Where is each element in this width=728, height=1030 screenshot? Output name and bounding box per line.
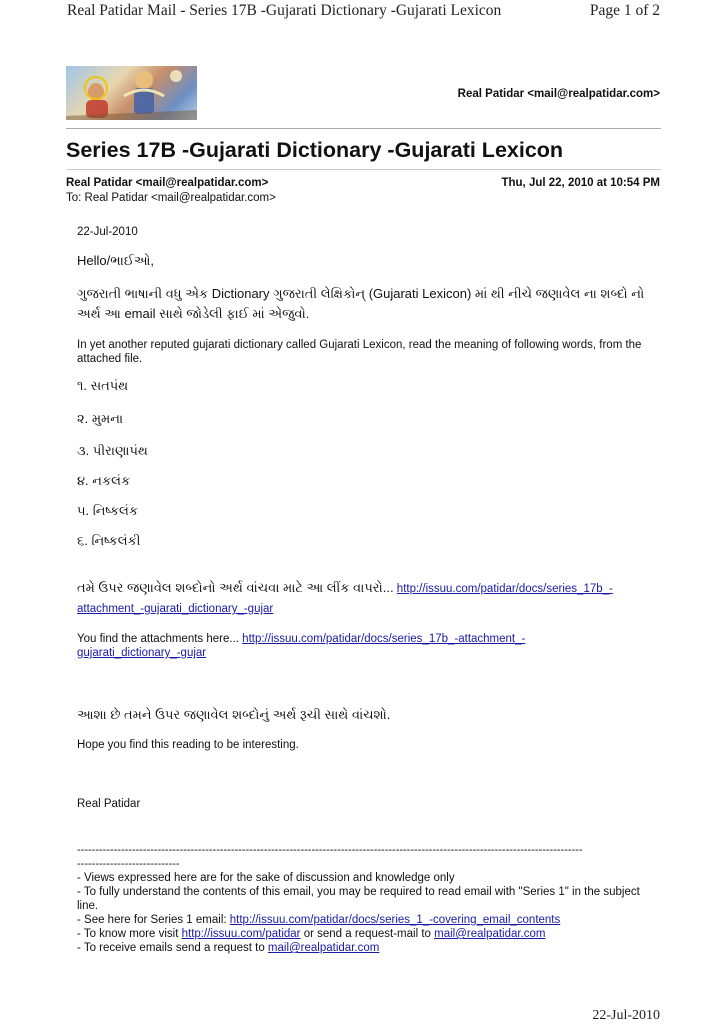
greeting: Hello/ભાઈઓ, <box>77 253 155 268</box>
page-number: Page 1 of 2 <box>589 2 660 19</box>
know-more-prefix: - To know more visit <box>77 928 182 940</box>
receive-email-link[interactable]: mail@realpatidar.com <box>267 942 380 954</box>
signature: Real Patidar <box>77 798 141 810</box>
email-to: To: Real Patidar <mail@realpatidar.com> <box>66 192 276 204</box>
footer-note: - Views expressed here are for the sake of discussion and knowledge only <box>77 872 455 884</box>
receive-note <box>77 941 657 955</box>
attachment-link-continued[interactable]: gujarati_dictionary_-gujar <box>77 647 207 659</box>
footer-notes <box>77 843 657 955</box>
footer-note: - To fully understand the contents of this email, you may be required to read email with "Series 1" in the subject line. <box>77 886 640 912</box>
english-intro: In yet another reputed gujarati dictionary called Gujarati Lexicon, read the meaning of following words, from the attached file. <box>77 339 642 365</box>
email-from: Real Patidar <mail@realpatidar.com> <box>66 177 269 189</box>
word-list-item: ૨. મુમના <box>77 411 124 426</box>
dictionary-link[interactable]: http://issuu.com/patidar/docs/series_17b_- <box>396 583 613 595</box>
dictionary-link-continued[interactable]: attachment_-gujarati_dictionary_-gujar <box>77 603 274 615</box>
hope-line: Hope you find this reading to be interesting. <box>77 739 299 751</box>
word-list-item: ૬. નિષ્કલંકી <box>77 533 141 548</box>
series1-link[interactable]: http://issuu.com/patidar/docs/series_1_-covering_email_contents <box>229 914 561 926</box>
gujarati-hope: આશા છે તમને ઉપર જણાવેલ શબ્દોનું અર્થ રૂચી સાથે વાંચશો. <box>77 707 391 722</box>
gujarati-link-paragraph <box>77 578 652 619</box>
dashed-divider: ---------------------------- <box>77 858 180 870</box>
dashed-divider: ------------------------------------------------------------------------------------------------------------------------------------------ <box>77 844 583 856</box>
body-date: 22-Jul-2010 <box>77 226 138 238</box>
receive-prefix: - To receive emails send a request to <box>77 942 268 954</box>
deity-image-icon <box>66 66 197 120</box>
word-list-item: ૧. સતપંથ <box>77 378 129 393</box>
series1-prefix: - See here for Series 1 email: <box>77 914 230 926</box>
header-logo-image <box>66 66 197 120</box>
series1-note <box>77 913 657 927</box>
attachment-paragraph <box>77 632 652 660</box>
know-more-middle: or send a request-mail to <box>300 928 435 940</box>
know-more-note <box>77 927 657 941</box>
issuu-link[interactable]: http://issuu.com/patidar <box>181 928 301 940</box>
attachment-text: You find the attachments here... <box>77 633 239 645</box>
document-title: Real Patidar Mail - Series 17B -Gujarati Dictionary -Gujarati Lexicon <box>67 2 502 19</box>
page-footer-date: 22-Jul-2010 <box>592 1008 660 1023</box>
word-list-item: ૫. નિષ્કલંક <box>77 503 138 518</box>
word-list-item: ૩. પીરાણાપંથ <box>77 443 148 458</box>
page-header <box>0 0 728 30</box>
email-date: Thu, Jul 22, 2010 at 10:54 PM <box>501 177 660 189</box>
word-list-item: ૪. નકલંક <box>77 473 131 488</box>
gujarati-intro <box>77 284 652 324</box>
email-subject: Series 17B -Gujarati Dictionary -Gujarati Lexicon <box>66 138 564 162</box>
email-link[interactable]: mail@realpatidar.com <box>434 928 546 940</box>
divider <box>66 128 661 129</box>
divider <box>66 169 661 170</box>
gujarati-intro-line-2: અર્થ આ email સાથે જોડેલી ફાઈ માં એજુવો. <box>77 306 310 321</box>
gujarati-link-text: તમે ઉપર જણાવેલ શબ્દોનો અર્થ વાંચવા માટે આ લીંક વાપરો... <box>77 580 394 595</box>
attachment-link[interactable]: http://issuu.com/patidar/docs/series_17b_-attachment_- <box>242 633 526 645</box>
header-sender: Real Patidar <mail@realpatidar.com> <box>457 88 660 100</box>
gujarati-intro-line-1: ગુજરાતી ભાષાની વધુ એક Dictionary ગુજરાતી લેક્ષિકોન્ (Gujarati Lexicon) માં થી નીચે જણાવેલ ના શબ્દો નો <box>77 286 645 301</box>
